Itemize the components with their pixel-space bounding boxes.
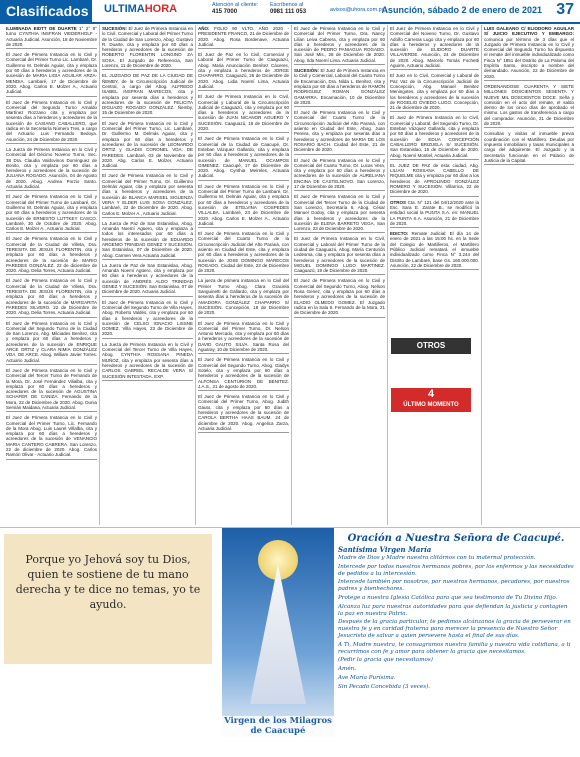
- page-number: 37: [556, 1, 574, 18]
- classified-ad: [102, 262, 193, 297]
- ad-lead: AÑO:: [198, 26, 215, 31]
- bible-quote: Porque yo Jehová soy tu Dios, quien te sostiene de tu mano derecha y te dice no temas, yo te ayudo.: [4, 534, 212, 664]
- ad-lead: LUIS GALEANO C/ ELIODORO AGUILAR S/ JUICIO EJECUTIVO Y EMBARGO:: [484, 26, 574, 37]
- classified-ad: [102, 25, 193, 70]
- classified-ad: [198, 230, 289, 275]
- prayer-line: (Pedir la gracia que necesitamos): [338, 657, 433, 664]
- classified-ad: [6, 25, 97, 49]
- ad-text: El Juez de Primera Instancia en lo Civil y Comercial del Primer Turno, Dr. Nelson Antonio Mercado, cita y emplaza por 60 días a herederos y acreedores de la sucesión de DAVID GAUTO SILVA. Santa Rosa del Aguaray, 10 de Diciembre de 2020.: [198, 320, 289, 353]
- classified-ad: [6, 146, 97, 191]
- ad-lead: EDICTO:: [390, 231, 412, 237]
- column-6: [482, 25, 576, 525]
- ad-text: La Jueza de Paz de San Estanislao, Abog. Amanda Noemí Agüero, cita y emplaza por 60 días a herederos y acreedores de la sucesión de ANDRÉS ALDO TRINIDAD GENEZ Y SUCESIÓN. San Estanislao, 07 de Diciembre de 2020. Actuaria Judicial.: [102, 262, 193, 295]
- ad-text: Cta. N° 121 del 04/12/2020 ante la Esc. Sara E. Zarate B., se modificó la entidad social la PUNTA S.A. en: MANUEL LA PUNTA S.A. Asunción, 21 de Diciembre de 2020.: [390, 199, 479, 226]
- classified-ad: [102, 172, 193, 217]
- classified-ad: [6, 51, 97, 96]
- classified-ad: [484, 25, 574, 81]
- classified-ad: [6, 277, 97, 317]
- ad-text: El Juez en lo Civil, Comercial y Laboral de Paz Vaz de la Circunscripción Judicial de Concepción, Abg. Manuel Benitez Meningotes, cita y emplaza por 60 días a los herederos y acreedores de la sucesión de ROGELIO OVIEDO LUGO. Concepción, 21 de diciembre de 2020.: [390, 73, 479, 111]
- column-4: [292, 25, 388, 525]
- prayer-line: Intercede también por nosotros, por nuestros hermanos, pecadores, por nuestros padres y bienhechores.: [338, 579, 570, 593]
- classified-ad: [484, 130, 574, 165]
- ad-text: El Juez de Primera Instancia en lo Civil, Comercial y Laboral del Primer Turno de la Ciudad de San Lorenzo, Abog. Gustavo R. Duarte, cita y emplaza por 60 días a herederos y acreedores de la sucesión de ROBERTO FLORENTIN LONGINO ZA SOSA. El Juzgado de Referencia, San Lorenzo, 11 de Diciembre de 2020.: [102, 26, 193, 69]
- classified-ad: [390, 162, 479, 197]
- classified-ad: [294, 277, 385, 317]
- classified-ad: [484, 83, 574, 128]
- ad-text: El Juez de Primera Instancia en lo Civil y Comercial de la Ciudad de Villeta, Dra. TERESITA DE JESÚS FLORENTIN, cita y emplaza por 60 días a herederos y acreedores de la sucesión de MARGARITA PAREDES SILVERO. 22 de Diciembre de 2020. Abog. Delia Torres, Actuaria Judicial.: [6, 278, 97, 316]
- ad-text: El Juez de Primera Instancia en lo Civil y Comercial del Segundo Turno de la Ciudad de San Lorenzo, Abg. Milciades Benítez, cita y emplaza por 60 días a herederos y acreedores de la sucesión de ENRIQUE ARCE ORTIZ y CLARA NIMIA GONZÁLEZ VDA. DE ARCE. Abog. William Javier Torres. Actuario Judicial.: [6, 320, 97, 363]
- ad-text: El Juez de Primera Instancia en lo Civil y Comercial del Primer Turno, Lic. Lambaré, Dr. Guillermo M. Delmás Aguiar, cita y emplaza por 60 días a herederos y acreedores de la sucesión de LEONARDO ORTIZ y GLADIS CORONEL VDA. DE PAREDES. Lambaré, 03 de Noviembre de 2020. Abg. Carlos E. Molzer, Actuario Judicial.: [102, 120, 193, 169]
- ad-lead: SUCESIÓN:: [102, 26, 129, 31]
- ad-text: El Juez de Primera Instancia en lo Civil y Comercial del Primer Turno de Lambaré, Dr. Guillermo M. Delmás Aguiar, cita y emplaza por 60 días a herederos y acreedores de la sucesión de ERNESTO LUTTKEY CASCO. Lambaré, 30 de Octubre de 2020. Abog. Carlos E. Molzer A., Actuario Judicial.: [6, 194, 97, 232]
- ad-text: El Juez de Primera Instancia en lo Civil y Comercial del Primer Turno, Dra. Nancy Lilian Leiva Cabrera, cita y emplaza por 60 días a herederos y acreedores de la sucesión de PEDRO PANIAGUA ROGADO. San José Mis., 28 de Diciembre de 2020. Abog. Ilda Noemí Lima. Actuaria Judicial.: [294, 26, 385, 63]
- contact-phone: [212, 2, 258, 15]
- ad-text: El Juez de Primera Instancia en lo Civil y Comercial del Cuarto Turno, Dr. Lucas Vera, cita y emplaza por 60 días a herederos y acreedores de la sucesión de AURELIANA ENCINA DE CASTELNOVO. San Lorenzo, 17 de Diciembre de 2020.: [294, 157, 385, 190]
- ad-text: Remate Judicial: El día 14 de enero de 2021 a las 15:00 hs. en la Sede del Colegio de Martilleros, el Martillero Público Judicial rematará el inmueble individualizado como Finca N° 3.244 del Distrito de Lambaré, base Gs. 160.000.000. Asunción, 22 de Diciembre de 2020.: [390, 231, 479, 268]
- classified-ad: [390, 114, 479, 159]
- prayer-line: Sin Pecado Concebida (3 veces).: [338, 683, 431, 690]
- prayer-title: Oración a Nuestra Señora de Caacupé.: [347, 533, 565, 544]
- prayer-line: Madre de Dios y Madre nuestra clitórnos con tu maternal protección.: [338, 555, 536, 561]
- devotional-section: [0, 527, 580, 757]
- virgin-image: [222, 528, 334, 738]
- classified-ad: [6, 193, 97, 233]
- ad-text: El Juez de Primera Instancia en lo Civil y Comercial, Laboral del Cuarto Turno de Encarnación, Dra. Nilda L. Benítez, cita y emplaza por 60 días a herederos de RAMÓN RODRIGUEZ ROMAN GONZÁLEZ GAMARRA. Encarnación, 10 de Diciembre de 2020.: [294, 68, 385, 105]
- ad-lead: SUCESIÓN:: [294, 68, 321, 74]
- ad-text: El Juez de Primera Instancia en lo Civil y Comercial de la Ciudad de Caacupé, Dr. Esteban Vázquez Gallardo, cita y emplaza por 60 días a herederos y acreedores de la sucesión de MANUEL OCAMPOS GIMENEZ. Caacupé, 17 de Diciembre de 2020. Abog. Cynthia Meireles, Actuaria Judicial.: [198, 136, 289, 179]
- ad-lead: OTROS: [390, 199, 408, 205]
- ad-text: El Juez de Primera Instancia en lo Civil y Comercial del Primer Turno, Dr. Guillermo Delmás Aguiar, cita y emplaza por sesenta días a herederos y acreedores de la sucesión de BLANCA MARISEL SIGUENZA VERA Y ELDER LUIS SOSA GONZÁLEZ. Lambaré, 22 de Diciembre de 2020. Abog. Carlos E. Molzer A., Actuario Judicial.: [102, 173, 193, 216]
- classified-ad: [390, 25, 479, 70]
- classified-ad: [198, 393, 289, 433]
- classified-ad: [198, 277, 289, 317]
- classified-ad: [6, 99, 97, 144]
- ad-text: El Juez de Primera Instancia en lo Civil y Comercial del Segundo Turno, Abog. Nelson Rosa Genez, cita y emplaza por 60 días a herederos y acreedores de la sucesión de ELADIO OLMEDO GOMEZ. El Juzgado radica en la Sala 9. Fernando de la Mora, 21 de Diciembre de 2020.: [294, 278, 385, 316]
- classified-ad: [198, 135, 289, 180]
- ad-text: El Juez de Primera Instancia en lo Civil y Comercial del Primer Turno Lic. Lambaré, Dr. Guillermo M. Delmás Aguiar, cita y emplaza por 60 días a herederos y acreedores de la sucesión de MARIA LIGIA AGUILAR ARZA-MENDIA. Lambaré, 17 de Diciembre de 2020. Abog. Carlos E. Molzer A., Actuario Judicial.: [6, 52, 97, 95]
- section-title: Clasificados: [0, 0, 92, 22]
- ultimo-momento-badge: [391, 388, 471, 412]
- classified-ad: [198, 183, 289, 228]
- classified-ad: [294, 193, 385, 233]
- page-header: [0, 0, 580, 24]
- ad-text: El Juez de Primera Instancia en lo Civil y Comercial del Segundo Turno Arnaldo Martínez Rozzano cita y emplaza por sesenta días a herederos y acreedores de la sucesión de CASIANO CABALLERO, que radica en la Secretaría Número Tres, a cargo del Actuario Luis Fernando Bedoya. Asunción, 24 de Diciembre de 2020.: [6, 99, 97, 142]
- ad-text: El Juez de Primera Instancia en lo Civil y Comercial del Primer Turno, Abog. Judith Gauto, cita y emplaza por 60 días a herederos y acreedores de la sucesión de CAROLA BERTHA HAAS BAUM. 24 de diciembre de 2020. Abog. Angelica Zarza, Actuaria Judicial.: [198, 394, 289, 431]
- classified-ad: [198, 320, 289, 355]
- ad-text: El Juez de Primera Instancia en lo Civil y Comercial del Noveno Turno, Dr. Gustavo Adolfo Carreras Lugo cita y emplaza por 60 días a herederos y acreedores de la sucesión de ELIDORO DUARTE VILLAVERDE. Asunción, 24 de Diciembre de 2020. Abog. Marcelo Tomás Fochetti Aguirre, Actuario Judicial.: [390, 26, 479, 69]
- ad-text: El Juez de Paz en lo Civil, Comercial y Laboral del Primer Turno de Caaguazú, Abog. Maria Anunciación Benítez Cáceres, cita y emplaza a herederos de JORGE CHAPARRO. Caaguazú, 26 de Diciembre de 2020. Abog. Lidia Noemí Lima, Actuaria Judicial.: [198, 52, 289, 89]
- ad-text: El Juez de Primera Instancia en lo Civil, Comercial y Laboral de la Circunscripción Judicial de Caaguazú, cita y emplaza por 60 días a herederos y acreedores de la sucesión de JUAN NICANOR AGUERO Y SUCESIÓN. Caaguazú, 18 de Diciembre de 2020.: [198, 94, 289, 132]
- ad-text: La Jueza de Primera Instancia en lo Civil y Comercial del Décimo Noveno Turno, Sec. 38 Dra. Claudia Valdovinos Domínguez de Bonito, cita y emplaza por 60 días a herederos y acreedores de la sucesión de JULIANA ROGADO. Asunción, 04 de Agosto de 2020. Abog. Andrea Porzio Santo. Actuaria Judicial.: [6, 146, 97, 190]
- ad-text: La Jueza de Paz de San Estanislao, Abog. Amanda Noemí Agüero, cita y emplaza a todos los interesados por 60 días a herederos de la sucesión de EDUARDO ARGENIO TRINIDAD GENEZ Y SUCESIÓN. San Estanislao, 07 de Diciembre de 2020. Abog. Carmen Vera Actuaria Judicial.: [102, 220, 193, 258]
- classified-ad: [294, 109, 385, 154]
- classified-ad: [390, 72, 479, 112]
- contact-whatsapp-label: Escríbenos al: [270, 2, 304, 8]
- otros-badge: OTROS: [391, 338, 471, 354]
- prayer-line: Protege a nuestra Iglesia Católica para que sea testimonio de Tu Divino Hijo.: [338, 594, 558, 601]
- newspaper-logo: [104, 3, 177, 15]
- prayer-line: Ave María Purísima.: [338, 674, 396, 681]
- ad-text: comunica por término de 3 días que el Juzgado de Primera Instancia en lo Civil y Comercial del Segundo Turno ha dispuesto el remate del inmueble individualizado como Finca N° 1851 del Distrito de La Paloma del Espíritu Santo, inscripto a nombre del demandado. Asunción, 22 de Diciembre de 2020.: [484, 36, 574, 79]
- contact-whatsapp-value: 0981 111 053: [270, 8, 307, 15]
- ad-text: FOLIO 90 VLTO. AÑO 2020 - PRESIDENTE FRANCO, 21 de Diciembre de 2020. Abog. Rosa Bordenave, Actuaria Judicial.: [198, 26, 290, 47]
- contact-phone-label: Atención al cliente:: [212, 2, 259, 8]
- ultimo-momento-label: ÚLTIMO MOMENTO: [403, 402, 459, 408]
- ad-text: ORDENANDOSE CUARENTA Y SIETE MILLONES DOSCIENTOS SESENTA Y NUEVE MIL DOSCIENTOS DOCE. Seña y comisión en el acto del remate, el saldo dentro de los cinco días de aprobado el mismo. Los gastos de transferencia a cargo del comprador. Asunción, 21 de Diciembre de 2020.: [484, 83, 574, 127]
- classified-ad: [294, 25, 385, 65]
- classified-ad: [102, 299, 193, 339]
- column-1: [4, 25, 100, 525]
- ad-text: El Juez de Primera Instancia en lo Civil y Comercial del Tercer Turno de la Ciudad de San Lorenzo, Secretaría 6, Abog. César Manuel Godoy, cita y emplaza por sesenta días a herederos y acreedores de la sucesión de ELENA BARRETO VEGA. San Lorenzo, 23 de Diciembre de 2020.: [294, 194, 385, 232]
- contact-email: avisos@uhora.com.py: [330, 7, 385, 13]
- ad-text: La jueza de primera instancia en lo Civil del Primer Turno Abog. Clara Graciela Sanguinetti de Gallardo, cita y emplaza por sesenta días a herederos de la sucesión de AMADORA GONZÁLEZ CHAPARRO S/ SUCESIÓN. Concepción, 18 de Diciembre de 2020.: [198, 278, 289, 316]
- ad-text: El Juez de Primera Instancia en lo Civil y Comercial del Primer Turno de Lambaré, Dr. Guillermo M. Delmás Aguiar, cita y emplaza por 60 días a herederos y acreedores de la sucesión de ETELVINA COSPEDES VILLALBA. Lambaré, 23 de Diciembre de 2020. Abog. Carlos E. Molzer A., Actuario Judicial.: [198, 183, 289, 226]
- ad-text: El Juez de Primera Instancia en lo Civil y Comercial del Primer Turno, Lic. Fernando de la Mora Abog. Luis Laurel Villalba, cita y emplaza por 60 días a herederos y acreedores de la sucesión de VENANCIO MARIA CANTERO CABRERA. San Lorenzo, 22 de diciembre de 2020. Abog. Carlos Ramón Olivar - Actuario Judicial.: [6, 415, 97, 458]
- column-3: [196, 25, 292, 525]
- prayer-subtitle: Santísima Virgen María: [338, 545, 432, 554]
- ad-text: El Juez de Primera Instancia en lo Civil, Comercial y Laboral, del Segundo Turno, Dr. Esteban Vázquez Gallardo, cita y emplaza por 60 días a herederos y acreedores de la sucesión de EDUA CONCEPCIÓN CABALLERO BRIZUELA S/ SUCESIÓN. San Estanislao, 15 de Diciembre de 2020. Abog. Noemí Montiel, Actuaria Judicial.: [390, 115, 479, 158]
- virgin-image-caption: Virgen de los Milagros de Caacupé: [222, 716, 334, 738]
- classified-ad: [6, 414, 97, 459]
- ad-text: El Juez de Primera Instancia en lo Civil y Comercial del Cuarto Turno de la Circunscripción Judicial del Alto Paraná, con asiento en Ciudad del Este, cita y emplaza por 60 días a herederos y acreedores de la sucesión de JOSE DOMINGO MARECOS ROGADO. Ciudad del Este, 23 de Diciembre de 2020.: [198, 231, 289, 274]
- robe-shape: [250, 564, 306, 704]
- classifieds-columns: [4, 25, 576, 525]
- classified-ad: [102, 120, 193, 171]
- contact-phone-value: 415 7000: [212, 8, 238, 15]
- logo-main: ULTIMA: [104, 3, 145, 15]
- prayer-line: Después de la gracia particular, te pedimos alcánzanos la gracia de perseverar en nuestra fe y en caridad fraterna para merecer la presencia de Nuestro Señor Jesucristo de salvar a quien persevere hasta el final de sus días.: [338, 619, 571, 639]
- classified-ad: [198, 51, 289, 91]
- ad-text: El Juez de Primera Instancia en lo Civil y Comercial del Segundo Turno de Villa Hayes, Abog. Roberto Valdés, cita y emplaza por 60 días a herederos y acreedores de la sucesión de CELSO IGNACIO LISSNE GOMEZ. Villa Hayes, 23 de Diciembre de 2020.: [102, 299, 193, 337]
- classified-ad: [294, 67, 385, 107]
- ad-text: El Juez de Primera Instancia en lo Civil, Comercial y Laboral del Primer Turno de la ciudad de Caaguazú, Abog. María Centurión Ledesma, cita y emplaza por sesenta días a herederos y acreedores de la sucesión de MIGUEL DOMINGO LUGO MARTINEZ. Caaguazú, 19 de Diciembre de 2020.: [294, 236, 385, 274]
- classified-ad: [6, 367, 97, 412]
- classified-ad: [198, 25, 289, 49]
- ad-text: El Juez de Primera Instancia en lo Civil y Comercial del Cuarto Turno de la Circunscripción Judicial del Alto Paraná, con asiento en Ciudad del Este, Abog. Juan Pereira, cita y emplaza por sesenta días a herederos y acreedores de MARIA DE LOS ROSARIO BACH. Ciudad del Este, 21 de Diciembre de 2020.: [294, 110, 385, 153]
- ad-text: El Juez de Primera Instancia en lo Civil y Comercial del Segundo Turno, Abog. Gladys Sotelo, cita y emplaza por 60 días a herederos y acreedores de la sucesión de ALFONSA CENTURION DE BENITEZ. J.A.S., 21 de agosto de 2020.: [198, 357, 289, 389]
- ad-lead: ILUMINADA EIDTT DE DUARTE: [6, 26, 80, 31]
- classified-ad: [198, 356, 289, 391]
- prayer-line: Amén.: [338, 666, 357, 673]
- ad-text: 1° 2° 8° turno CYNTHIA INSFRAN VIEDERHOLF - Actuaría Judicial. Asunción, 18 de Noviembre de 2020.: [6, 26, 97, 47]
- prayer-line: Alcanza luz para nuestras autoridades para que defiendan la justicia y contagien la paz en nuestra Patria.: [338, 603, 568, 617]
- classified-ad: [6, 320, 97, 365]
- classified-ad: [6, 235, 97, 275]
- ad-text: EL JUZGADO DE PAZ DE LA CIUDAD DE ÑEMBY, de la Circunscripción Judicial de Central, a cargo del Abog. ALFREDO ISABEL INSFRAN MARECOS, cita y emplaza por sesenta días a herederos y acreedores de la sucesión de FELICITA DIGUAZO ROGADO GONZÁLEZ. Ñemby, 15 de Diciembre de 2020.: [102, 73, 193, 116]
- classified-ad: [102, 220, 193, 260]
- classified-ad: [390, 230, 479, 270]
- classified-ad: [102, 72, 193, 117]
- ad-text: EL JUEZ DE PAZ de esta ciudad, Abg. LILIAN ROSSANA CABELLO DE RIQUELME cita y emplaza por 60 días a los herederos de APROLINDO GONZÁLEZ ROMERO Y SUCESIÓN. Villarrica, 22 de Diciembre de 2020.: [390, 162, 479, 195]
- classified-ad: [294, 157, 385, 192]
- classified-ad: [390, 199, 479, 228]
- logo-accent: HORA: [144, 3, 178, 15]
- classified-ad: [198, 93, 289, 133]
- prayer-text: [338, 532, 574, 752]
- ad-text: Consultas y visitas al inmueble previa coordinación con el Martillero. Deudas por impuesto inmobiliario y tasas municipales a cargo del adquirente. El Juzgado y la Secretaría funcionan en el Palacio de Justicia de la Capital.: [484, 131, 574, 163]
- page-date: Asunción, sábado 2 de enero de 2021: [381, 5, 542, 15]
- ad-text: La Jueza de Primera Instancia en lo Civil y Comercial del Tercer Turno de Villa Hayes, Abog. CYNTHIA ROSSANA PINEDA MUÑOZ, cita y emplaza por sesenta días a herederos y acreedores de la sucesión de CARLOS GABRIEL RECALDE VERA S/ SUCESIÓN INTESTADA. EXP.: [102, 341, 193, 379]
- prayer-line: A Ti, Madre nuestra, te consagramos nuestra familia y nuestra vida cotidiana, a ti recurrimos con fe y amor para obtener la gracia que necesitamos.: [338, 641, 571, 655]
- prayer-line: Intercede por todos nuestros hermanos pobres, por los enfermos y las necesidades de pedidos a tu intercesión.: [338, 563, 574, 577]
- ad-text: El Juez de Primera Instancia en lo Civil y Comercial de la Ciudad de Villeta, Dra. TERESITA DE JESÚS FLORENTIN, cita y emplaza por 60 días a herederos y acreedores de la sucesión de MARIO PAREDES GONZÁLEZ. 22 de diciembre de 2020. Abog. Delia Torres, Actuaria Judicial.: [6, 236, 97, 274]
- prayer-lines: [338, 555, 574, 691]
- column-2: [100, 25, 196, 525]
- contact-whatsapp: [270, 2, 306, 15]
- classified-ad: [294, 235, 385, 275]
- column-5: [388, 25, 482, 525]
- ultimo-momento-number: 4: [427, 388, 435, 400]
- ad-text: El Juez de Primera Instancia en lo Civil y Comercial del Tercer Turno de Fernando de la Mora, Dr. José Fernández Vilialba, cita y emplaza por 60 días a herederos y acreedores de la sucesión de AGUSTINA SCHAFER DE CANIZA. Fernando de la Mora, 22 de Diciembre de 2020. Abog. Dunia Servián Maidana, Actuaria Judicial.: [6, 367, 97, 410]
- classified-ad: [102, 341, 193, 381]
